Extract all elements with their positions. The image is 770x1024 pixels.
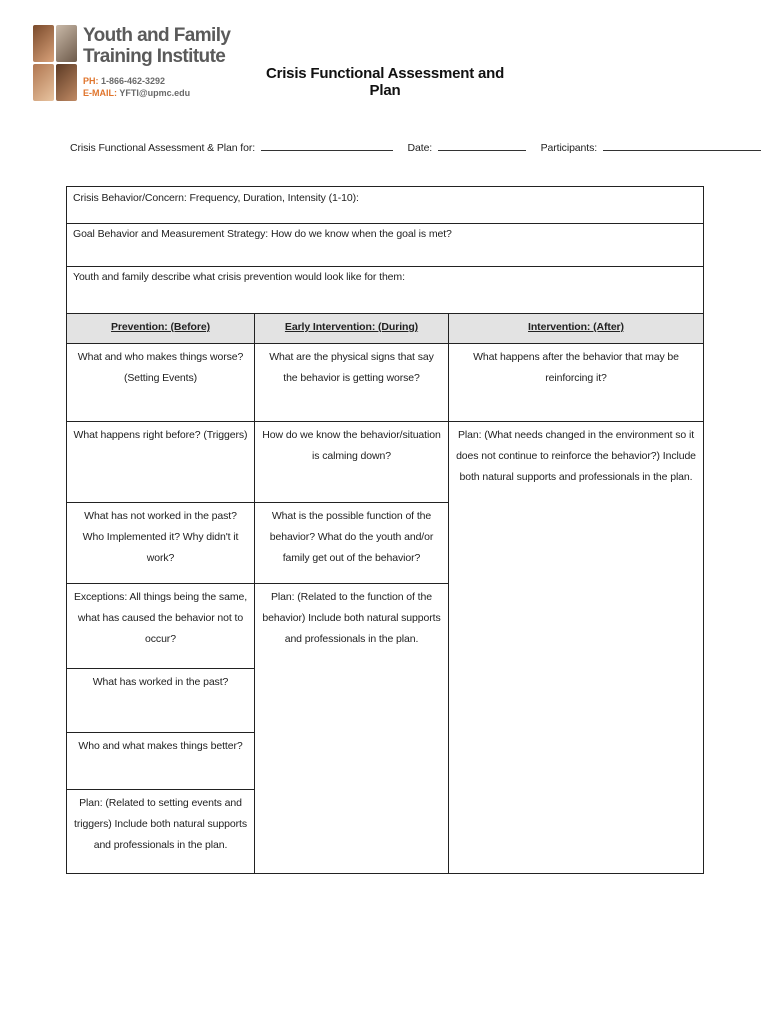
crisis-behavior-label: Crisis Behavior/Concern: Frequency, Duration, Intensity (1-10):	[73, 192, 359, 204]
cell-intervention-plan[interactable]: Plan: (What needs changed in the environment so it does not continue to reinforce the behavior?) Include both natural supports and professionals in the plan.	[456, 429, 696, 483]
logo-name: Youth and Family Training Institute	[83, 25, 231, 67]
header-prevention: Prevention: (Before)	[67, 314, 254, 344]
plan-for-field[interactable]	[261, 140, 393, 151]
crisis-prevention-row[interactable]	[66, 266, 704, 314]
cell-not-worked[interactable]: What has not worked in the past? Who Implemented it? Why didn't it work?	[67, 503, 254, 584]
logo-contact: PH: 1-866-462-3292 E-MAIL: YFTI@upmc.edu	[83, 76, 191, 98]
participants-field[interactable]	[603, 140, 761, 151]
header-early-intervention: Early Intervention: (During)	[255, 314, 448, 344]
participants-label: Participants:	[540, 142, 598, 154]
logo-photo-collage	[33, 25, 77, 101]
column-intervention	[449, 314, 703, 873]
crisis-behavior-row[interactable]	[66, 186, 704, 224]
goal-behavior-label: Goal Behavior and Measurement Strategy: How do we know when the goal is met?	[73, 228, 452, 240]
cell-worked-past[interactable]: What has worked in the past?	[67, 669, 254, 733]
goal-behavior-row[interactable]	[66, 223, 704, 267]
assessment-table	[66, 313, 704, 874]
cell-physical-signs[interactable]: What are the physical signs that say the behavior is getting worse?	[255, 344, 448, 422]
column-prevention	[67, 314, 255, 873]
cell-calming-down[interactable]: How do we know the behavior/situation is calming down?	[255, 422, 448, 503]
crisis-prevention-label: Youth and family describe what crisis prevention would look like for them:	[73, 271, 405, 283]
column-early-intervention	[255, 314, 449, 873]
cell-setting-events[interactable]: What and who makes things worse? (Setting Events)	[67, 344, 254, 422]
cell-function[interactable]: What is the possible function of the behavior? What do the youth and/or family get out of the behavior?	[255, 503, 448, 584]
header-intervention: Intervention: (After)	[449, 314, 703, 344]
cell-exceptions[interactable]: Exceptions: All things being the same, what has caused the behavior not to occur?	[67, 584, 254, 669]
date-label: Date:	[407, 142, 433, 154]
cell-prevention-plan[interactable]: Plan: (Related to setting events and triggers) Include both natural supports and professionals in the plan.	[74, 797, 247, 851]
form-header-line	[70, 140, 700, 154]
cell-triggers[interactable]: What happens right before? (Triggers)	[67, 422, 254, 503]
plan-for-label: Crisis Functional Assessment & Plan for:	[70, 142, 256, 154]
cell-reinforcing[interactable]: What happens after the behavior that may be reinforcing it?	[449, 344, 703, 422]
cell-early-intervention-plan[interactable]: Plan: (Related to the function of the behavior) Include both natural supports and professionals in the plan.	[262, 591, 441, 645]
date-field[interactable]	[438, 140, 526, 151]
page-title: Crisis Functional Assessment and Plan	[265, 65, 505, 99]
yfti-logo	[33, 25, 231, 105]
cell-makes-better[interactable]: Who and what makes things better?	[67, 733, 254, 790]
